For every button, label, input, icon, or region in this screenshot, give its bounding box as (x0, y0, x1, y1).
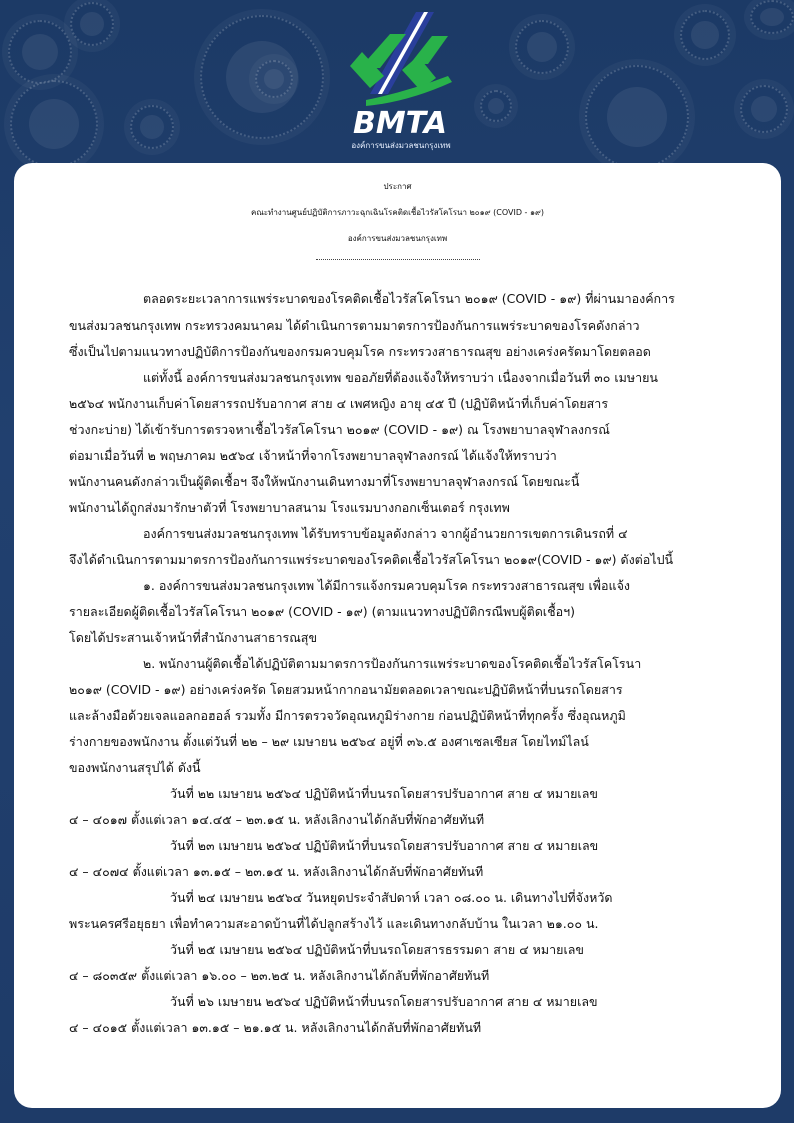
body-line: ช่วงกะบ่าย) ได้เข้ารับการตรวจหาเชื้อไวรัสโคโรนา ๒๐๑๙ (COVID - ๑๙) ณ โรงพยาบาลจุฬาลงกรณ์ (69, 422, 610, 437)
timeline-line: ๔ – ๔๐๗๔ ตั้งแต่เวลา ๑๓.๑๕ – ๒๓.๑๕ น. หลังเลิกงานได้กลับที่พักอาศัยทันที (69, 864, 484, 879)
body-line: และล้างมือด้วยเจลแอลกอฮอล์ รวมทั้ง มีการตรวจวัดอุณหภูมิร่างกาย ก่อนปฏิบัติหน้าที่ทุกครั้ง ซึ่งอุณหภูมิ (69, 708, 626, 723)
body-line: ซึ่งเป็นไปตามแนวทางปฏิบัติการป้องกันของกรมควบคุมโรค กระทรวงสาธารณสุข อย่างเคร่งครัดมาโดยตลอด (69, 344, 651, 359)
virus-decoration (255, 60, 293, 98)
body-line: แต่ทั้งนี้ องค์การขนส่งมวลชนกรุงเทพ ขออภัยที่ต้องแจ้งให้ทราบว่า เนื่องจากเมื่อวันที่ ๓๐ เมษายน (143, 370, 658, 385)
virus-decoration (740, 85, 788, 133)
timeline-line: ๔ – ๔๐๑๗ ตั้งแต่เวลา ๑๔.๔๕ – ๒๓.๑๕ น. หลังเลิกงานได้กลับที่พักอาศัยทันที (69, 812, 485, 827)
virus-decoration (585, 65, 689, 169)
virus-decoration (680, 10, 730, 60)
announcement-committee: คณะทำงานศูนย์ปฏิบัติการภาวะฉุกเฉินโรคติดเชื้อไวรัสโคโรนา ๒๐๑๙ (COVID - ๑๙) (250, 208, 545, 217)
timeline-line: พระนครศรีอยุธยา เพื่อทำความสะอาดบ้านที่ได้ปลูกสร้างไว้ และเดินทางกลับบ้าน ในเวลา ๒๑.๐๐ น. (69, 916, 599, 931)
virus-decoration (10, 80, 98, 168)
body-line: ร่างกายของพนักงาน ตั้งแต่วันที่ ๒๒ – ๒๙ เมษายน ๒๕๖๔ อยู่ที่ ๓๖.๕ องศาเซลเซียส โดยไทม์ไลน์ (69, 734, 589, 749)
body-line: ๒๕๖๔ พนักงานเก็บค่าโดยสารรถปรับอากาศ สาย ๔ เพศหญิง อายุ ๔๕ ปี (ปฏิบัติหน้าที่เก็บค่าโดยสาร (69, 396, 609, 411)
announcement-label: ประกาศ (383, 182, 412, 191)
logo-wordmark: BMTA (352, 106, 448, 141)
body-line: องค์การขนส่งมวลชนกรุงเทพ ได้รับทราบข้อมูลดังกล่าว จากผู้อำนวยการเขตการเดินรถที่ ๔ (143, 526, 628, 541)
virus-decoration (480, 90, 512, 122)
timeline-line: ๔ – ๔๐๑๕ ตั้งแต่เวลา ๑๓.๑๕ – ๒๑.๑๕ น. หลังเลิกงานได้กลับที่พักอาศัยทันที (69, 1020, 482, 1035)
body-line: ตลอดระยะเวลาการแพร่ระบาดของโรคติดเชื้อไวรัสโคโรนา ๒๐๑๙ (COVID - ๑๙) ที่ผ่านมาองค์การ (143, 291, 675, 306)
timeline-line: วันที่ ๒๒ เมษายน ๒๕๖๔ ปฏิบัติหน้าที่บนรถโดยสารปรับอากาศ สาย ๔ หมายเลข (170, 786, 598, 801)
announcement-organization: องค์การขนส่งมวลชนกรุงเทพ (347, 234, 448, 243)
body-line: พนักงานคนดังกล่าวเป็นผู้ติดเชื้อฯ จึงให้พนักงานเดินทางมาที่โรงพยาบาลจุฬาลงกรณ์ โดยขณะนี้ (69, 474, 580, 489)
timeline-line: วันที่ ๒๖ เมษายน ๒๕๖๔ ปฏิบัติหน้าที่บนรถโดยสารปรับอากาศ สาย ๔ หมายเลข (170, 994, 598, 1009)
body-line: จึงได้ดำเนินการตามมาตรการป้องกันการแพร่ระบาดของโรคติดเชื้อไวรัสโคโรนา ๒๐๑๙(COVID - ๑๙) ดังต่อไปนี้ (69, 552, 674, 567)
logo-subtitle: องค์การขนส่งมวลชนกรุงเทพ (351, 141, 451, 150)
virus-decoration (515, 20, 569, 74)
virus-decoration (750, 0, 794, 34)
body-line: ขนส่งมวลชนกรุงเทพ กระทรวงคมนาคม ได้ดำเนินการตามมาตรการป้องกันการแพร่ระบาดของโรคดังกล่าว (69, 318, 640, 333)
body-line: ๒๐๑๙ (COVID - ๑๙) อย่างเคร่งครัด โดยสวมหน้ากากอนามัยตลอดเวลาขณะปฏิบัติหน้าที่บนรถโดยสาร (69, 682, 623, 697)
body-line: โดยได้ประสานเจ้าหน้าที่สำนักงานสาธารณสุข (69, 630, 317, 645)
timeline-line: วันที่ ๒๕ เมษายน ๒๕๖๔ ปฏิบัติหน้าที่บนรถโดยสารธรรมดา สาย ๔ หมายเลข (170, 942, 584, 957)
virus-decoration (70, 2, 114, 46)
virus-decoration (8, 20, 72, 84)
body-line: ๑. องค์การขนส่งมวลชนกรุงเทพ ได้มีการแจ้งกรมควบคุมโรค กระทรวงสาธารณสุข เพื่อแจ้ง (143, 578, 630, 593)
timeline-line: วันที่ ๒๔ เมษายน ๒๕๖๔ วันหยุดประจำสัปดาห์ เวลา ๐๘.๐๐ น. เดินทางไปที่จังหวัด (170, 890, 613, 905)
body-line: พนักงานได้ถูกส่งมารักษาตัวที่ โรงพยาบาลสนาม โรงแรมบางกอกเซ็นเตอร์ กรุงเทพ (69, 500, 510, 515)
announcement-card (14, 163, 781, 1108)
header-divider (316, 259, 480, 260)
virus-decoration (130, 105, 174, 149)
body-line: รายละเอียดผู้ติดเชื้อไวรัสโคโรนา ๒๐๑๙ (COVID - ๑๙) (ตามแนวทางปฏิบัติกรณีพบผู้ติดเชื้อฯ) (69, 604, 575, 619)
bmta-logo-mark (336, 6, 464, 110)
timeline-line: วันที่ ๒๓ เมษายน ๒๕๖๔ ปฏิบัติหน้าที่บนรถโดยสารปรับอากาศ สาย ๔ หมายเลข (170, 838, 599, 853)
bmta-logo (336, 6, 464, 152)
body-line: ของพนักงานสรุปได้ ดังนี้ (69, 760, 201, 775)
body-line: ๒. พนักงานผู้ติดเชื้อได้ปฏิบัติตามมาตรการป้องกันการแพร่ระบาดของโรคติดเชื้อไวรัสโคโรนา (143, 656, 642, 671)
body-line: ต่อมาเมื่อวันที่ ๒ พฤษภาคม ๒๕๖๔ เจ้าหน้าที่จากโรงพยาบาลจุฬาลงกรณ์ ได้แจ้งให้ทราบว่า (69, 448, 557, 463)
timeline-line: ๔ – ๘๐๓๕๙ ตั้งแต่เวลา ๑๖.๐๐ – ๒๓.๒๕ น. หลังเลิกงานได้กลับที่พักอาศัยทันที (69, 968, 490, 983)
